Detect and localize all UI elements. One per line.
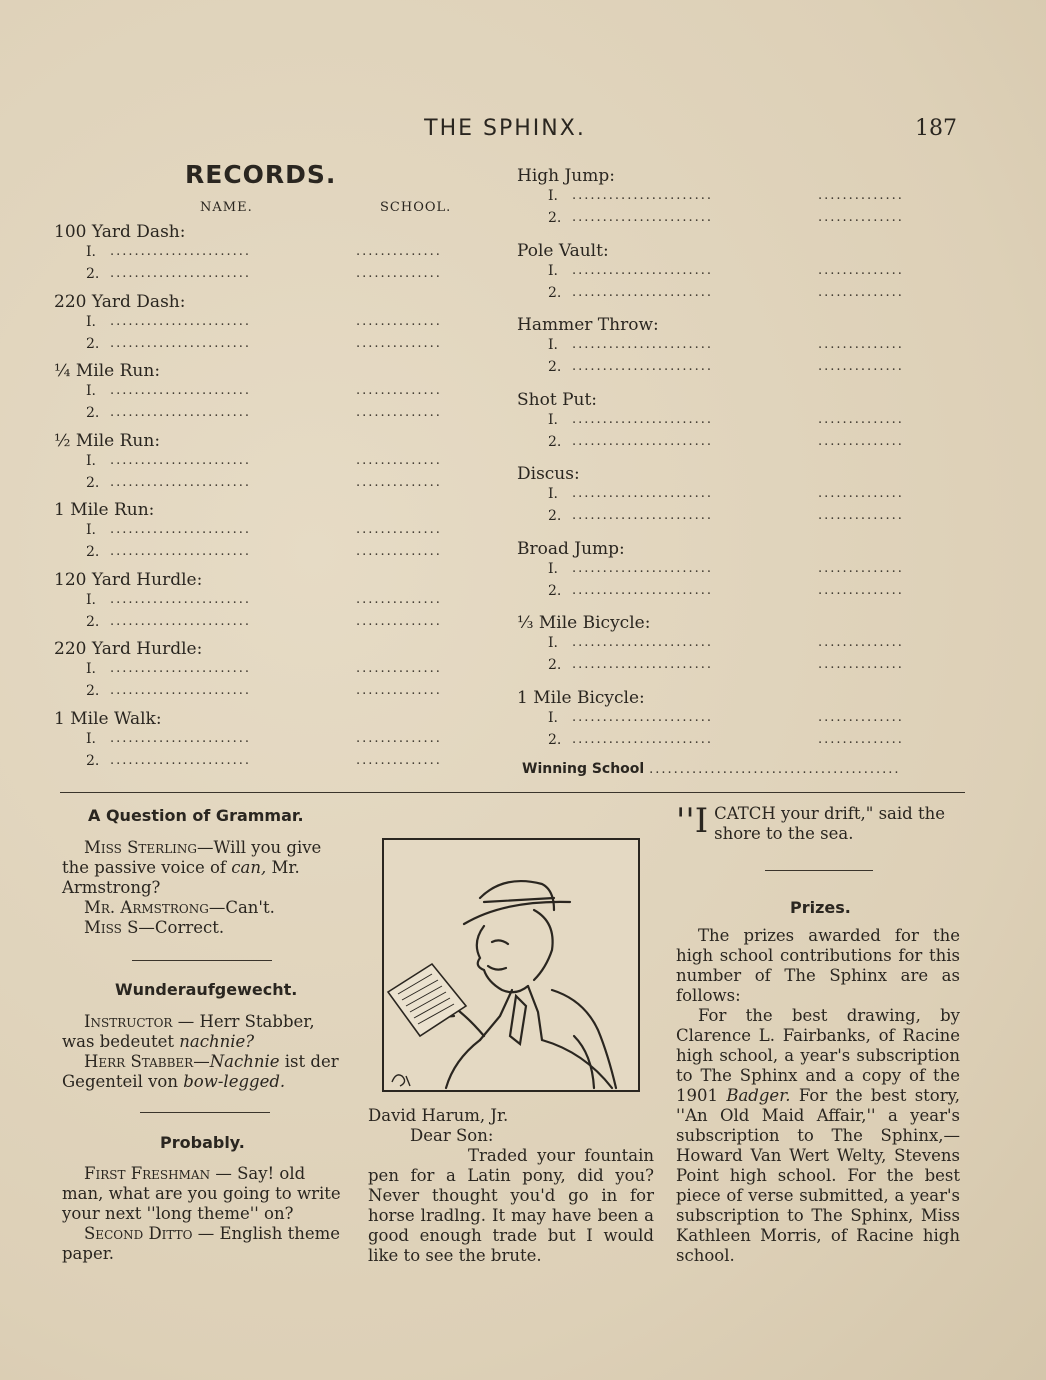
wunder-line-1 xyxy=(62,1012,347,1052)
event-title: ¼ Mile Run: xyxy=(54,361,161,381)
prizes-title: Prizes. xyxy=(790,898,851,917)
name-blank: ....................... xyxy=(110,683,252,698)
grammar-title: A Question of Grammar. xyxy=(88,806,304,825)
record-place-label: 2. xyxy=(548,508,562,524)
text: ist der Gegenteil von xyxy=(62,1052,339,1091)
record-place-label: I. xyxy=(86,591,96,608)
record-place-label: I. xyxy=(548,188,558,204)
record-place-label: 2. xyxy=(548,284,562,301)
school-blank: .............. xyxy=(818,731,904,747)
letter-salutation: Dear Son: xyxy=(410,1126,494,1145)
school-blank: .............. xyxy=(356,730,442,746)
record-place-label: I. xyxy=(548,411,558,428)
record-place-label: 2. xyxy=(86,752,100,769)
winning-school-label: Winning School xyxy=(522,761,645,777)
letter-body: Traded your fountain pen for a Latin pony, did you? Never thought you'd go in for horse lradlng. It may have been a good enough trade but I would like to see the brute. xyxy=(368,1146,654,1265)
school-blank: .............. xyxy=(818,411,904,427)
name-blank: ....................... xyxy=(110,544,252,559)
name-blank: ....................... xyxy=(572,359,714,374)
text: —Can't. xyxy=(208,898,275,917)
name-column-header: NAME. xyxy=(200,200,253,215)
event-title: 120 Yard Hurdle: xyxy=(54,569,203,590)
italic-word: Badger. xyxy=(726,1086,791,1105)
text: —Correct. xyxy=(138,918,225,937)
record-place-label: 2. xyxy=(548,359,562,375)
school-blank: .............. xyxy=(356,405,442,420)
record-place-label: 2. xyxy=(548,210,562,226)
drift-text: CATCH your drift," said the shore to the sea. xyxy=(714,804,945,843)
school-blank: .............. xyxy=(356,591,442,607)
prizes-para-1: The prizes awarded for the high school contributions for this number of The Sphinx are as follows: xyxy=(676,926,960,1005)
name-blank: ....................... xyxy=(110,244,252,259)
italic-word: bow-legged. xyxy=(183,1072,286,1091)
drop-cap: ''I xyxy=(676,801,709,841)
school-blank: .............. xyxy=(818,337,904,352)
name-blank: ....................... xyxy=(110,613,252,629)
name-blank: ....................... xyxy=(572,731,714,747)
school-blank: .............. xyxy=(356,522,442,537)
text: For the best story, ''An Old Maid Affair,'' a year's subscription to The Sphinx,—Howard Van Wert Welty, Stevens Point high school. For the best piece of verse submitted, a year's subscription to The Sphinx, Miss Kathleen Morris, of Racine high school. xyxy=(676,1086,960,1265)
record-place-label: I. xyxy=(86,522,96,538)
letter-signature: David Harum, Jr. xyxy=(368,1106,509,1125)
school-blank: .............. xyxy=(356,661,442,676)
name-blank: ....................... xyxy=(572,709,714,725)
record-place-label: I. xyxy=(86,661,96,677)
event-title: Broad Jump: xyxy=(517,538,625,559)
probably-line-1 xyxy=(62,1164,347,1224)
speaker: Herr Stabber xyxy=(84,1052,194,1071)
name-blank: ....................... xyxy=(110,752,252,768)
event-title: Pole Vault: xyxy=(517,240,609,261)
school-blank: .............. xyxy=(356,335,442,351)
italic-word: Nachnie xyxy=(209,1052,280,1071)
prizes-para-2 xyxy=(676,1006,960,1266)
record-place-label: I. xyxy=(548,262,558,279)
name-blank: ....................... xyxy=(110,405,252,420)
name-blank: ....................... xyxy=(572,411,714,427)
divider xyxy=(765,870,873,871)
text: For the best drawing, by Clarence L. Fairbanks, of Racine high school, a year's subscription to The Sphinx and a copy of the 1901 xyxy=(676,1006,960,1105)
event-title: 1 Mile Walk: xyxy=(54,708,162,729)
text: —Will you give the passive voice of xyxy=(62,838,322,877)
record-place-label: I. xyxy=(548,635,558,651)
school-blank: .............. xyxy=(818,188,904,203)
event-title: 220 Yard Dash: xyxy=(54,291,186,312)
school-blank: .............. xyxy=(356,452,442,468)
school-blank: .............. xyxy=(818,560,904,576)
school-blank: .............. xyxy=(818,486,904,501)
name-blank: ....................... xyxy=(572,582,714,598)
record-place-label: 2. xyxy=(86,544,100,560)
event-title: 100 Yard Dash: xyxy=(54,222,186,242)
man-reading-drawing xyxy=(384,840,638,1090)
probably-title: Probably. xyxy=(160,1133,245,1152)
name-blank: ....................... xyxy=(110,266,252,281)
speaker: First Freshman xyxy=(84,1164,211,1183)
winning-school-blank: ......................................... xyxy=(649,762,901,777)
grammar-line-2 xyxy=(62,898,347,918)
school-blank: .............. xyxy=(356,266,442,281)
grammar-line-1 xyxy=(62,838,347,898)
name-blank: ....................... xyxy=(572,262,714,278)
illustration-man-reading xyxy=(382,838,640,1092)
name-blank: ....................... xyxy=(110,661,252,676)
record-place-label: I. xyxy=(86,730,96,747)
record-place-label: 2. xyxy=(548,657,562,673)
record-place-label: 2. xyxy=(86,613,100,630)
record-place-label: 2. xyxy=(548,433,562,450)
page-number: 187 xyxy=(915,116,957,141)
name-blank: ....................... xyxy=(572,486,714,501)
event-title: Hammer Throw: xyxy=(517,315,659,335)
speaker: Second Ditto xyxy=(84,1224,193,1243)
name-blank: ....................... xyxy=(110,313,252,329)
record-place-label: 2. xyxy=(548,582,562,599)
name-blank: ....................... xyxy=(110,730,252,746)
record-place-label: I. xyxy=(548,709,558,726)
winning-school-line xyxy=(522,761,901,777)
section-divider xyxy=(60,792,965,793)
name-blank: ....................... xyxy=(572,635,714,650)
school-blank: .............. xyxy=(356,683,442,698)
record-place-label: 2. xyxy=(86,405,100,421)
school-blank: .............. xyxy=(356,752,442,768)
name-blank: ....................... xyxy=(572,188,714,203)
name-blank: ....................... xyxy=(110,474,252,490)
name-blank: ....................... xyxy=(110,335,252,351)
record-place-label: I. xyxy=(86,383,96,399)
event-title: 220 Yard Hurdle: xyxy=(54,639,203,659)
school-blank: .............. xyxy=(356,383,442,398)
event-title: ½ Mile Run: xyxy=(54,430,161,451)
name-blank: ....................... xyxy=(110,591,252,607)
prizes-body xyxy=(676,926,960,1266)
school-blank: .............. xyxy=(818,210,904,225)
grammar-line-3 xyxy=(62,918,347,938)
record-place-label: 2. xyxy=(548,731,562,748)
name-blank: ....................... xyxy=(572,284,714,300)
event-title: Discus: xyxy=(517,464,580,484)
drift-paragraph xyxy=(676,801,960,844)
running-header: THE SPHINX. xyxy=(424,116,586,141)
record-place-label: 2. xyxy=(86,683,100,699)
name-blank: ....................... xyxy=(110,522,252,537)
text: — Herr Stabber, was bedeutet xyxy=(62,1012,315,1051)
record-place-label: I. xyxy=(86,244,96,260)
record-place-label: I. xyxy=(548,486,558,502)
school-blank: .............. xyxy=(818,657,904,672)
divider xyxy=(140,1112,270,1113)
school-blank: .............. xyxy=(818,635,904,650)
event-title: 1 Mile Run: xyxy=(54,500,155,520)
wunder-title: Wunderaufgewecht. xyxy=(115,980,298,999)
record-place-label: I. xyxy=(86,313,96,330)
italic-word: nachnie? xyxy=(179,1032,255,1051)
probably-body xyxy=(62,1164,347,1264)
name-blank: ....................... xyxy=(572,657,714,672)
speaker: Mr. Armstrong xyxy=(84,898,209,917)
event-title: High Jump: xyxy=(517,166,615,186)
school-column-header: SCHOOL. xyxy=(380,200,452,215)
school-blank: .............. xyxy=(818,582,904,598)
school-blank: .............. xyxy=(356,474,442,490)
name-blank: ....................... xyxy=(572,433,714,449)
probably-line-2 xyxy=(62,1224,347,1264)
text: — xyxy=(193,1052,210,1071)
speaker: Miss S xyxy=(84,918,139,937)
italic-word: can, xyxy=(231,858,267,877)
school-blank: .............. xyxy=(356,313,442,329)
school-blank: .............. xyxy=(818,433,904,449)
wunder-line-2 xyxy=(62,1052,347,1092)
speaker: Instructor xyxy=(84,1012,173,1031)
record-place-label: 2. xyxy=(86,474,100,491)
event-title: Shot Put: xyxy=(517,389,598,410)
event-title: 1 Mile Bicycle: xyxy=(517,687,645,708)
name-blank: ....................... xyxy=(572,508,714,523)
name-blank: ....................... xyxy=(110,383,252,398)
school-blank: .............. xyxy=(356,613,442,629)
name-blank: ....................... xyxy=(572,210,714,225)
name-blank: ....................... xyxy=(110,452,252,468)
text: Mr. Armstrong? xyxy=(62,858,300,897)
records-title: RECORDS. xyxy=(185,160,337,189)
name-blank: ....................... xyxy=(572,337,714,352)
record-place-label: I. xyxy=(548,560,558,577)
record-place-label: I. xyxy=(548,337,558,353)
school-blank: .............. xyxy=(818,284,904,300)
school-blank: .............. xyxy=(818,709,904,725)
school-blank: .............. xyxy=(818,262,904,278)
school-blank: .............. xyxy=(356,544,442,559)
speaker: Miss Sterling xyxy=(84,838,198,857)
school-blank: .............. xyxy=(818,508,904,523)
divider xyxy=(132,960,272,961)
record-place-label: 2. xyxy=(86,266,100,282)
name-blank: ....................... xyxy=(572,560,714,576)
school-blank: .............. xyxy=(356,244,442,259)
text: — Say! old man, what are you going to write your next ''long theme'' on? xyxy=(62,1164,341,1223)
grammar-body xyxy=(62,838,347,938)
event-title: ⅓ Mile Bicycle: xyxy=(517,613,651,633)
school-blank: .............. xyxy=(818,359,904,374)
record-place-label: I. xyxy=(86,452,96,469)
text: — English theme paper. xyxy=(62,1224,341,1263)
wunder-body xyxy=(62,1012,347,1092)
record-place-label: 2. xyxy=(86,335,100,352)
